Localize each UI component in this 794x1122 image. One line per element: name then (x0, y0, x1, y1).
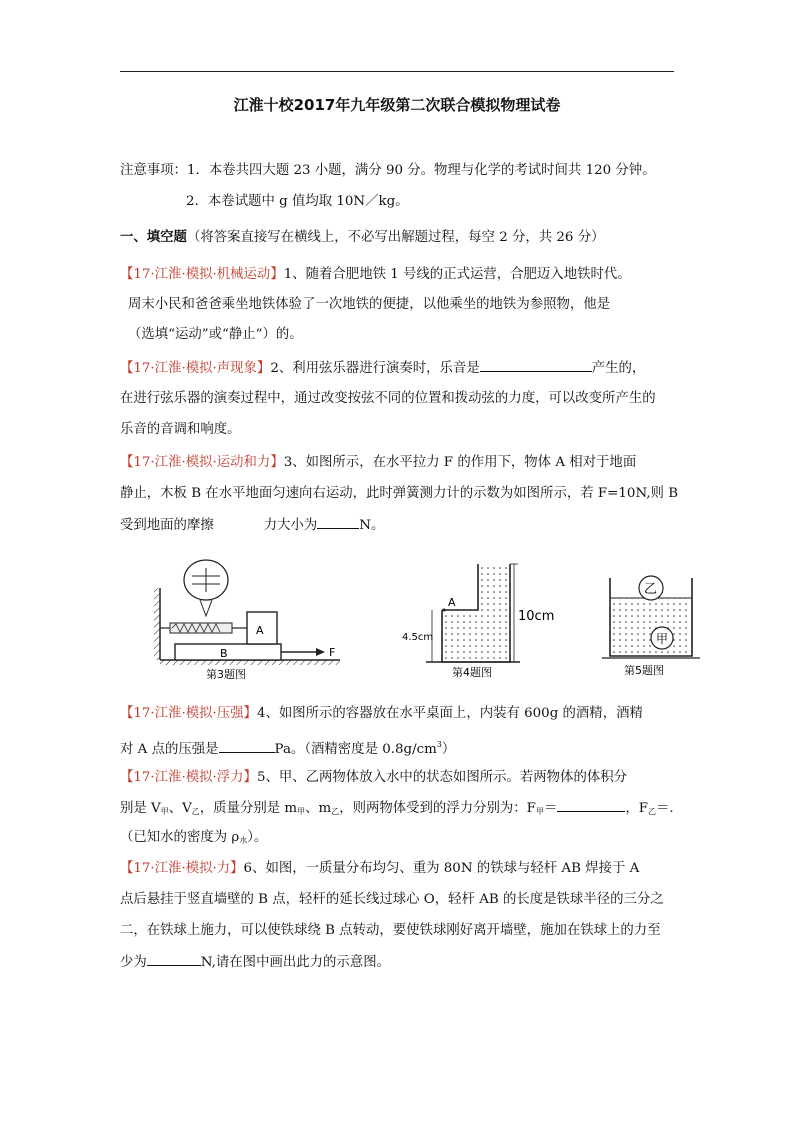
q3-tag: 【17·江淮·模拟·运动和力】 (120, 455, 284, 470)
q3-line-2: 静止，木板 B 在水平地面匀速向右运动，此时弹簧测力计的示数为如图所示，若 F=10N,则 B (120, 486, 679, 501)
q4-text-2b: Pa。（酒精密度是 0.8g/cm (274, 742, 437, 757)
q6-line-2: 点后悬挂于竖直墙壁的 B 点，轻杆的延长线过球心 O，轻杆 AB 的长度是铁球半径的三分之 (120, 892, 664, 907)
q1-line-3 (128, 326, 303, 344)
q2-line-2: 在进行弦乐器的演奏过程中，通过改变按弦不同的位置和拨动弦的力度，可以改变所产生的 (120, 391, 656, 406)
fig4-liquid-lower (442, 610, 478, 662)
q3-line-1 (120, 454, 636, 472)
q2-text-1a: 2、利用弦乐器进行演奏时，乐音是 (270, 361, 480, 376)
q5-sub-shui: 水 (239, 836, 248, 845)
q6-line-3: 二，在铁球上施力，可以使铁球绕 B 点转动，要使铁球刚好离开墙壁，施加在铁球上的力至 (120, 923, 661, 938)
q2-line-1 (120, 359, 645, 378)
q1-line-1 (120, 266, 631, 284)
fig3-label-b: B (220, 647, 228, 660)
section1-heading-line (120, 229, 604, 247)
q5-text-m2: 、m (305, 801, 332, 816)
q5-line-1 (120, 769, 627, 787)
fig3-force-arrow (316, 648, 325, 656)
fig5-label-jia: 甲 (656, 632, 669, 646)
q2-answer-blank[interactable] (480, 359, 592, 372)
q2-line-3: 乐音的音调和响度。 (120, 422, 241, 437)
q3-text-3c: N。 (359, 518, 385, 533)
q4-superscript: 3 (436, 740, 442, 749)
q3-text-3a: 受到地面的摩擦 (120, 518, 214, 533)
q5-text-3b: ）。 (247, 830, 268, 845)
fig3-board-b (175, 644, 281, 660)
q5-sub-yi-1: 乙 (191, 807, 200, 816)
q6-line-4 (120, 953, 390, 972)
q4-line-2 (120, 736, 455, 759)
fig4-height-a: 4.5cm (402, 632, 434, 643)
q2-tag: 【17·江淮·模拟·声现象】 (120, 361, 271, 376)
q3-line-3 (120, 516, 384, 535)
q5-text-eq: ＝ (543, 801, 558, 816)
q4-text-2a: 对 A 点的压强是 (120, 742, 219, 757)
q6-tag: 【17·江淮·模拟·力】 (120, 861, 244, 876)
q5-text-v: 别是 V (120, 801, 161, 816)
notice-line-1 (120, 162, 656, 180)
fig5-caption: 第5题图 (624, 664, 664, 677)
q1-text-3: （选填“运动”或“静止”）的。 (128, 327, 303, 342)
q1-line-2: 周末小民和爸爸乘坐地铁体验了一次地铁的便捷，以他乘坐的地铁为参照物，他是 (128, 297, 611, 312)
fig3-wall (154, 588, 160, 660)
q6-text-1: 6、如图，一质量分布均匀、重为 80N 的铁球与轻杆 AB 焊接于 A (243, 861, 640, 876)
figures-row (120, 548, 700, 684)
q4-tag: 【17·江淮·模拟·压强】 (120, 706, 257, 721)
notice-item-1: 1．本卷共四大题 23 小题，满分 90 分。物理与化学的考试时间共 120 分钟。 (186, 163, 656, 178)
fig5-label-yi: 乙 (644, 582, 658, 597)
page-title: 江淮十校2017年九年级第二次联合模拟物理试卷 (233, 96, 561, 114)
q4-answer-blank[interactable] (219, 740, 275, 753)
q5-sub-jia-3: 甲 (535, 807, 544, 816)
q6-text-4a: 少为 (120, 955, 147, 970)
q4-text-1: 4、如图所示的容器放在水平桌面上，内装有 600g 的酒精，酒精 (256, 706, 643, 721)
q4-text-2c: ） (441, 742, 456, 757)
q2-text-1b: 产生的， (591, 361, 646, 376)
figure-5 (602, 576, 700, 677)
q6-line-1 (120, 860, 639, 878)
q5-answer-blank-1[interactable] (557, 799, 625, 812)
notice-item-2: 2．本卷试题中 g 值均取 10N／kg。 (186, 194, 409, 209)
figure-4 (402, 564, 554, 679)
q5-sub-yi-3: 乙 (648, 807, 657, 816)
q6-answer-blank[interactable] (147, 953, 201, 966)
q5-sub-jia-2: 甲 (297, 807, 306, 816)
section1-heading: 一、填空题 (120, 230, 187, 245)
q1-text-1: 1、随着合肥地铁 1 号线的正式运营，合肥迈入地铁时代。 (283, 267, 631, 282)
q5-text-sep: 、V (168, 801, 192, 816)
fig3-spring-scale (170, 623, 232, 633)
q5-line-3 (120, 829, 267, 850)
notice-label: 注意事项： (120, 163, 187, 178)
fig3-caption: 第3题图 (206, 668, 246, 681)
q5-sub-yi-2: 乙 (331, 807, 340, 816)
q5-text-m: ，质量分别是 m (199, 801, 298, 816)
q5-text-f: ，则两物体受到的浮力分别为：F (339, 801, 536, 816)
fig3-label-a: A (256, 624, 264, 637)
q3-answer-blank[interactable] (317, 516, 359, 529)
q5-text-3a: （已知水的密度为 ρ (120, 830, 240, 845)
q4-line-1 (120, 705, 643, 723)
q5-sub-jia-1: 甲 (160, 807, 169, 816)
q5-line-2 (120, 799, 674, 821)
fig3-zoom-callout (200, 600, 212, 616)
q5-answer-blank-2[interactable]: ＝. (656, 801, 674, 816)
q6-text-4b: N,请在图中画出此力的示意图。 (200, 955, 390, 970)
q1-tag: 【17·江淮·模拟·机械运动】 (120, 267, 284, 282)
fig4-label-a: A (448, 596, 456, 609)
q3-text-1: 3、如图所示，在水平拉力 F 的作用下，物体 A 相对于地面 (283, 455, 637, 470)
fig4-liquid-tall (478, 564, 510, 662)
section1-desc: （将答案直接写在横线上，不必写出解题过程，每空 2 分，共 26 分） (186, 230, 605, 245)
fig4-point-a (443, 609, 446, 612)
fig4-caption: 第4题图 (452, 666, 492, 679)
figure-3 (154, 560, 340, 681)
q3-text-3b: 力大小为 (263, 518, 318, 533)
notice-line-2 (186, 193, 409, 211)
header-rule (120, 71, 674, 72)
fig3-label-f: F (329, 646, 336, 659)
q5-text-f2: ，F (625, 801, 649, 816)
fig4-height-total: 10cm (518, 609, 555, 624)
fig5-water (610, 598, 692, 656)
q5-text-1: 5、甲、乙两物体放入水中的状态如图所示。若两物体的体积分 (256, 770, 628, 785)
q5-tag: 【17·江淮·模拟·浮力】 (120, 770, 257, 785)
